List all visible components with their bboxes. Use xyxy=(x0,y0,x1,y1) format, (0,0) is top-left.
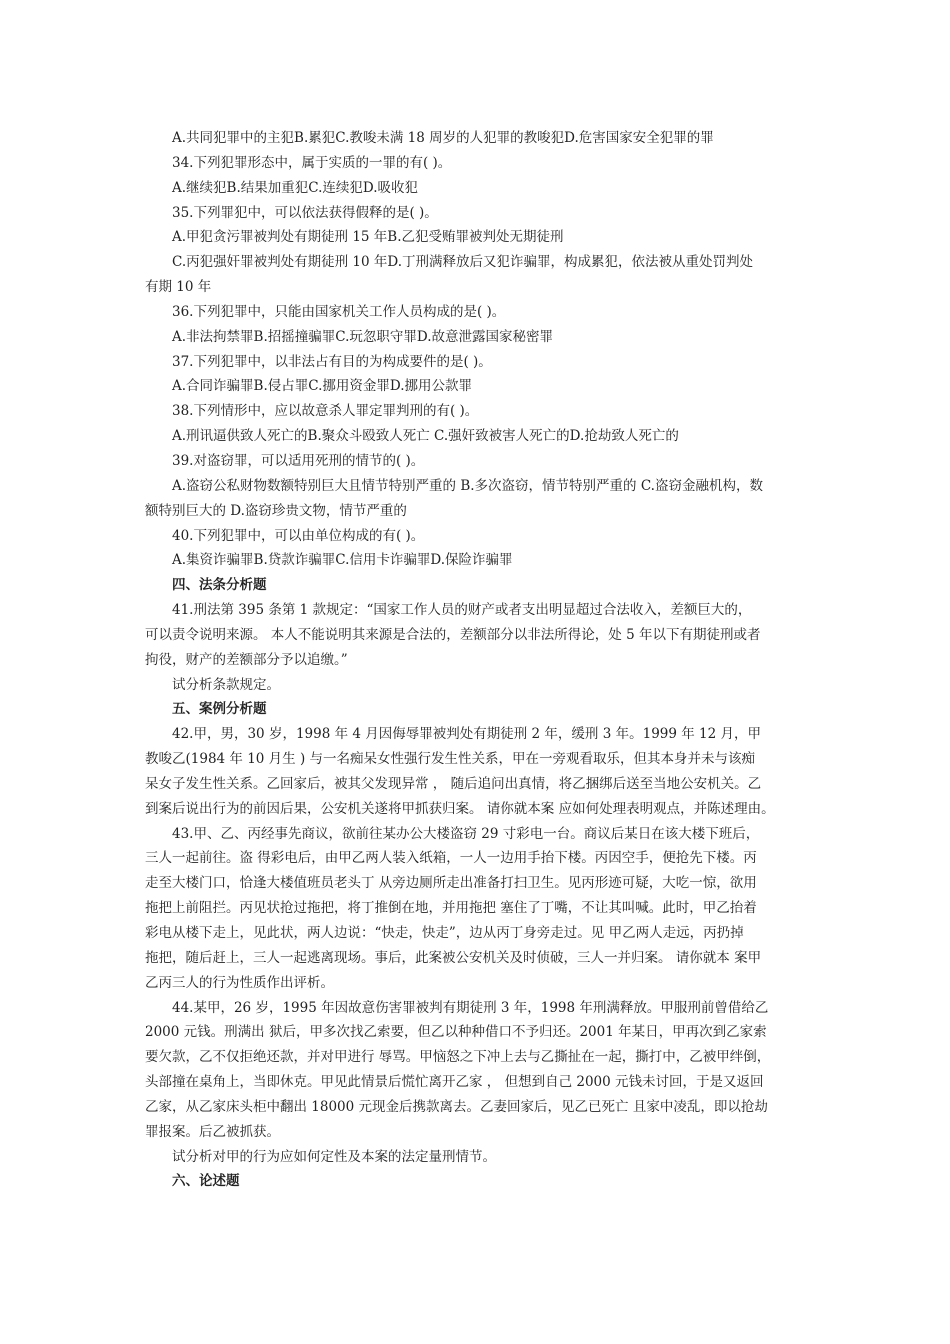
document-page xyxy=(145,126,810,1194)
text-line: A.非法拘禁罪B.招摇撞骗罪C.玩忽职守罪D.故意泄露国家秘密罪 xyxy=(172,328,554,345)
text-line: 拘役，财产的差额部分予以追缴。” xyxy=(145,651,348,668)
text-line: 36.下列犯罪中，只能由国家机关工作人员构成的是( )。 xyxy=(172,303,506,320)
section-heading: 六、论述题 xyxy=(172,1173,240,1190)
text-line: 拖把上前阻拦。丙见状抢过拖把，将丁推倒在地，并用拖把 塞住了丁嘴，不让其叫喊。此时，甲乙抬着 xyxy=(145,900,757,917)
text-line: A.共同犯罪中的主犯B.累犯C.教唆未满 18 周岁的人犯罪的教唆犯D.危害国家安全犯罪的罪 xyxy=(172,130,714,146)
text-line: 试分析对甲的行为应如何定性及本案的法定量刑情节。 xyxy=(172,1148,496,1165)
text-line: 拖把，随后赶上，三人一起逃离现场。事后，此案被公安机关及时侦破，三人一并归案。 请你就本 案甲 xyxy=(145,949,762,966)
text-line: 走至大楼门口，恰逢大楼值班员老头丁 从旁边厕所走出准备打扫卫生。见丙形迹可疑，大吃一惊，欲用 xyxy=(145,875,757,892)
text-line: A.继续犯B.结果加重犯C.连续犯D.吸收犯 xyxy=(172,179,419,196)
text-line: 43.甲、乙、丙经事先商议，欲前往某办公大楼盗窃 29 寸彩电一台。商议后某日在该大楼下班后， xyxy=(172,825,760,842)
text-line: 可以责令说明来源。 本人不能说明其来源是合法的，差额部分以非法所得论，处 5 年以下有期徒刑或者 xyxy=(145,626,761,643)
text-line: 额特别巨大的 D.盗窃珍贵文物，情节严重的 xyxy=(145,502,407,519)
text-line: C.丙犯强奸罪被判处有期徒刑 10 年D.丁刑满释放后又犯诈骗罪，构成累犯，依法被从重处罚判处 xyxy=(172,254,754,271)
text-line: 头部撞在桌角上，当即休克。甲见此情景后慌忙离开乙家 ， 但想到自己 2000 元钱未讨回，于是又返回 xyxy=(145,1074,764,1091)
text-line: 37.下列犯罪中，以非法占有目的为构成要件的是( )。 xyxy=(172,353,492,370)
text-line: 到案后说出行为的前因后果，公安机关遂将甲抓获归案。 请你就本案 应如何处理表明观点，并陈述理由。 xyxy=(145,800,775,817)
text-line: 要欠款，乙不仅拒绝还款，并对甲进行 辱骂。甲恼怒之下冲上去与乙撕扯在一起，撕打中，乙被甲绊倒， xyxy=(145,1049,771,1066)
text-line: 乙丙三人的行为性质作出评析。 xyxy=(145,974,334,991)
text-line: 呆女子发生性关系。乙回家后，被其父发现异常 ， 随后追问出真情，将乙捆绑后送至当地公安机关。乙 xyxy=(145,775,762,792)
text-line: 39.对盗窃罪，可以适用死刑的情节的( )。 xyxy=(172,452,425,469)
text-line: 34.下列犯罪形态中，属于实质的一罪的有( )。 xyxy=(172,154,452,171)
text-line: 三人一起前往。盗 得彩电后，由甲乙两人装入纸箱，一人一边用手抬下楼。丙因空手，便抢先下楼。丙 xyxy=(145,850,757,867)
text-line: 35.下列罪犯中，可以依法获得假释的是( )。 xyxy=(172,204,438,221)
text-line: A.合同诈骗罪B.侵占罪C.挪用资金罪D.挪用公款罪 xyxy=(172,378,473,395)
text-line: 乙家，从乙家床头柜中翻出 18000 元现金后携款离去。乙妻回家后，见乙已死亡 且家中凌乱，即以抢劫 xyxy=(145,1098,768,1115)
text-line: 40.下列犯罪中，可以由单位构成的有( )。 xyxy=(172,527,425,544)
text-line: 有期 10 年 xyxy=(145,279,212,296)
text-line: 罪报案。后乙被抓获。 xyxy=(145,1123,280,1140)
text-line: 教唆乙(1984 年 10 月生 ) 与一名痴呆女性强行发生性关系，甲在一旁观看取乐，但其本身并未与该痴 xyxy=(145,751,756,768)
text-line: 试分析条款规定。 xyxy=(172,676,280,693)
text-line: 2000 元钱。刑满出 狱后，甲多次找乙索要，但乙以种种借口不予归还。2001 年某日，甲再次到乙家索 xyxy=(145,1024,767,1041)
text-line: 38.下列情形中，应以故意杀人罪定罪判刑的有( )。 xyxy=(172,403,479,420)
text-line: A.盗窃公私财物数额特别巨大且情节特别严重的 B.多次盗窃，情节特别严重的 C.盗窃金融机构，数 xyxy=(172,477,763,494)
section-heading: 四、法条分析题 xyxy=(172,577,267,594)
text-line: 41.刑法第 395 条第 1 款规定：“国家工作人员的财产或者支出明显超过合法收入，差额巨大的， xyxy=(172,602,752,619)
text-line: 彩电从楼下走上，见此状，两人边说：“快走，快走”，边从丙丁身旁走过。见 甲乙两人走远，丙扔掉 xyxy=(145,925,744,941)
text-line: A.刑讯逼供致人死亡的B.聚众斗殴致人死亡 C.强奸致被害人死亡的D.抢劫致人死亡的 xyxy=(172,428,679,445)
text-line: A.集资诈骗罪B.贷款诈骗罪C.信用卡诈骗罪D.保险诈骗罪 xyxy=(172,552,513,569)
text-line: A.甲犯贪污罪被判处有期徒刑 15 年B.乙犯受贿罪被判处无期徒刑 xyxy=(172,229,564,246)
text-line: 44.某甲，26 岁，1995 年因故意伤害罪被判有期徒刑 3 年，1998 年刑满释放。甲服刑前曾借给乙 xyxy=(172,999,769,1016)
section-heading: 五、案例分析题 xyxy=(172,701,267,718)
text-line: 42.甲，男，30 岁，1998 年 4 月因侮辱罪被判处有期徒刑 2 年，缓刑 3 年。1999 年 12 月，甲 xyxy=(172,726,762,743)
